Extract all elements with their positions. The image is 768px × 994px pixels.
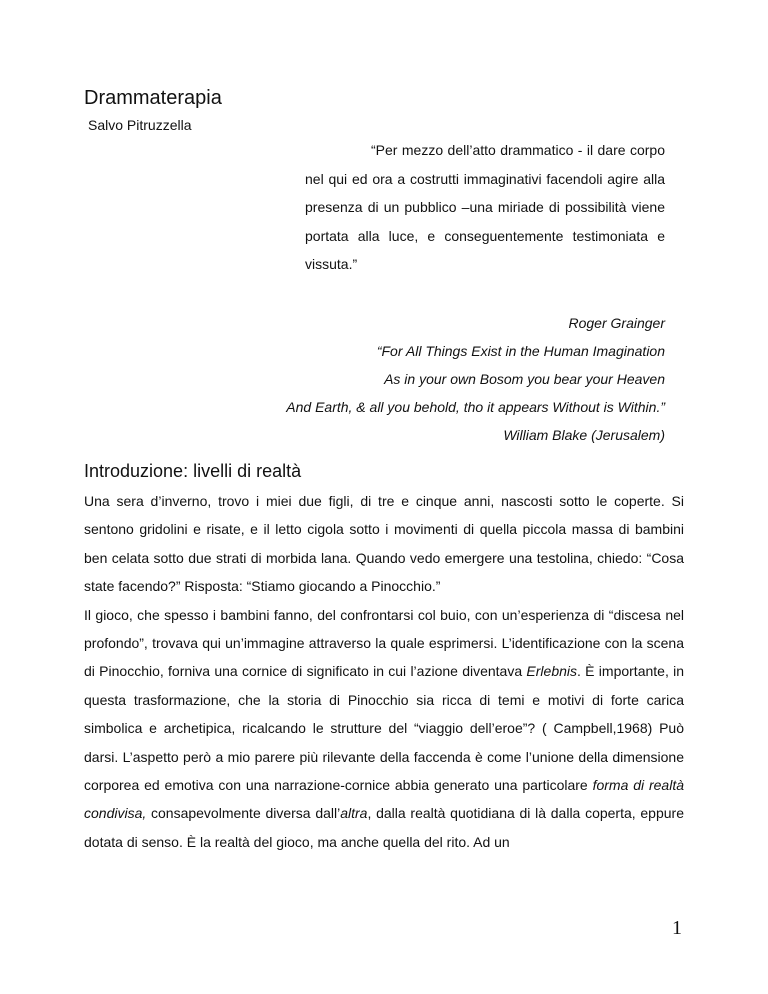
- epigraph-italian-text: “Per mezzo dell’atto drammatico - il dare corpo nel qui ed ora a costrutti immaginativi facendoli agire alla presenza di un pubblico –una miriade di possibilità viene portata alla luce, e conseguentemente testimoniata e vissuta.”: [305, 142, 665, 272]
- paragraph-2-part: , dalla realtà quotidiana di là dalla coperta, eppure dotata di senso. È la realtà del gioco, ma anche quella del rito. Ad un: [84, 805, 684, 850]
- paragraph-2-part: . È importante, in questa trasformazione, che la storia di Pinocchio sia ricca di temi e motivi di forte carica simbolica e archetipica, ricalcando le strutture del “viaggio dell’eroe”? ( Campbell,1968) Può darsi. L’aspetto però a mio parere più rilevante della faccenda è come l’unione della dimensione corporea ed emotiva con una narrazione-cornice abbia generato una particolare: [84, 663, 685, 794]
- body-text: [84, 487, 684, 856]
- epigraph-english-line-1: “For All Things Exist in the Human Imagination: [376, 343, 665, 359]
- page-number: 1: [672, 917, 682, 939]
- document-title: Drammaterapia: [84, 87, 222, 109]
- epigraph-italian-attribution: Roger Grainger: [568, 315, 665, 331]
- author-name: Salvo Pitruzzella: [88, 117, 192, 133]
- paragraph-2-emphasis: Erlebnis: [526, 663, 578, 680]
- paragraph-2-emphasis: altra: [340, 805, 368, 822]
- epigraph-english-line-2: As in your own Bosom you bear your Heaven: [384, 371, 665, 387]
- paragraph-2: [84, 601, 684, 857]
- epigraph-english-attribution: William Blake (Jerusalem): [503, 427, 665, 443]
- epigraph-english-line-3: And Earth, & all you behold, tho it appears Without is Within.”: [286, 399, 665, 415]
- epigraph-italian: [305, 136, 665, 279]
- paragraph-2-part: consapevolmente diversa dall’: [146, 805, 341, 822]
- paragraph-1: Una sera d’inverno, trovo i miei due figli, di tre e cinque anni, nascosti sotto le coperte. Si sentono gridolini e risate, e il letto cigola sotto i movimenti di quella piccola massa di bambini ben celata sotto due strati di morbida lana. Quando vedo emergere una testolina, chiedo: “Cosa state facendo?” Risposta: “Stiamo giocando a Pinocchio.”: [84, 493, 684, 595]
- paragraph-2-part: Il gioco, che spesso i bambini fanno, del confrontarsi col buio, con un’esperienza di “discesa nel profondo”, trovava qui un’immagine attraverso la quale esprimersi. L’identificazione con la scena di Pinocchio, forniva una cornice di significato in cui l’azione diventava: [84, 606, 684, 680]
- section-heading: Introduzione: livelli di realtà: [84, 461, 302, 481]
- paragraph-2-emphasis: forma di realtà condivisa,: [84, 777, 685, 822]
